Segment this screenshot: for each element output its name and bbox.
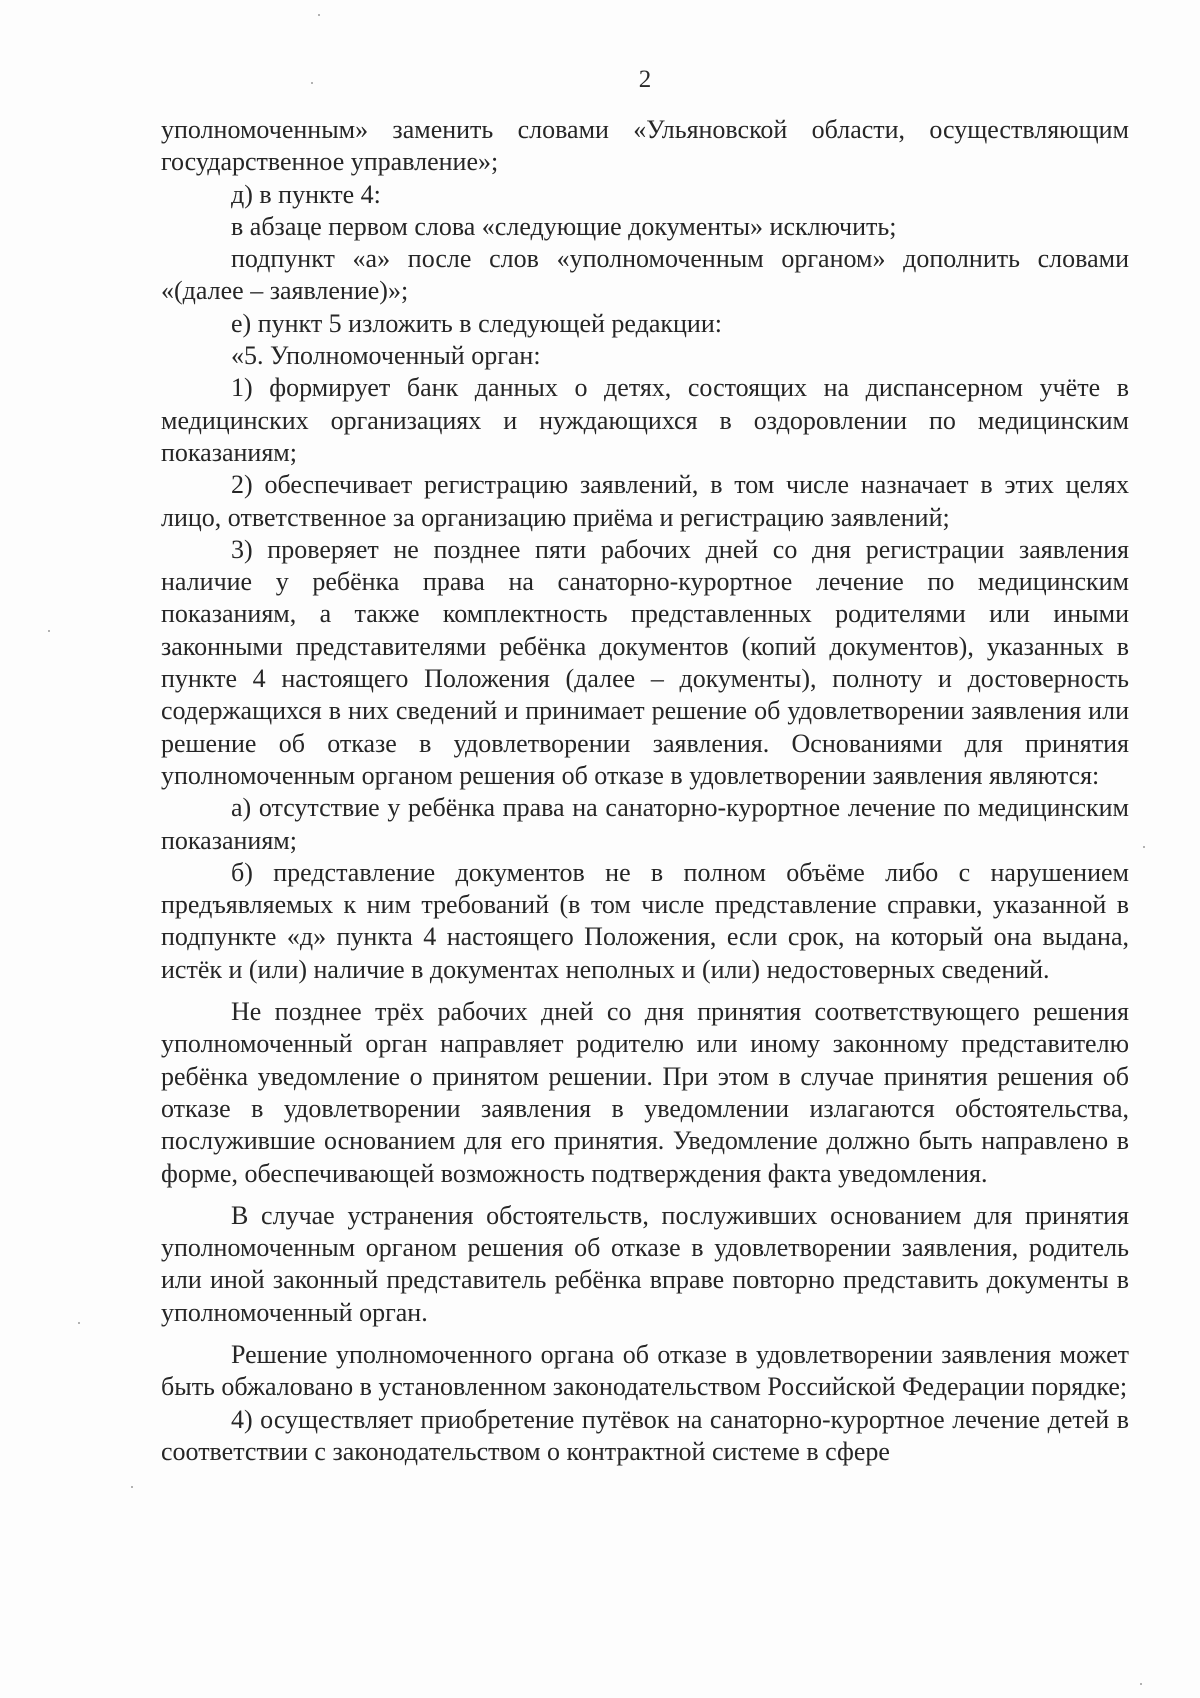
paragraph-point-5-heading: «5. Уполномоченный орган: <box>231 341 541 371</box>
paragraph-point-5-4: 4) осуществляет приобретение путёвок на санаторно-курортное лечение детей в соответствии с законодательством о контрактной системе в сфере <box>161 1404 1129 1466</box>
scan-speck <box>78 1322 80 1324</box>
paragraph-item-d: д) в пункте 4: <box>231 179 381 209</box>
document-body <box>161 114 1129 1468</box>
paragraph-ground-b: б) представление документов не в полном объёме либо с нарушением предъявляемых к ним требований (в том числе представление справки, указанной в подпункте «д» пункта 4 настоящего Положения, если срок, на который она выдана, истёк и (или) наличие в документах неполных и (или) недостоверных сведений. <box>161 857 1129 984</box>
paragraph-ground-a: а) отсутствие у ребёнка права на санаторно-курортное лечение по медицинским показаниям; <box>161 793 1129 855</box>
scan-speck <box>48 630 50 632</box>
paragraph-resubmission: В случае устранения обстоятельств, послуживших основанием для принятия уполномоченным органом решения об отказе в удовлетворении заявления, родитель или иной законный представитель ребёнка вправе повторно представить документы в уполномоченный орган. <box>161 1200 1129 1327</box>
scan-speck <box>1140 1683 1142 1685</box>
scan-speck <box>318 14 320 16</box>
scan-speck <box>311 82 313 84</box>
paragraph-appeal: Решение уполномоченного органа об отказе в удовлетворении заявления может быть обжаловано в установленном законодательством Российской Федерации порядке; <box>161 1339 1129 1402</box>
scan-speck <box>131 1486 133 1488</box>
paragraph-continuation: уполномоченным» заменить словами «Ульяновской области, осуществляющим государственное управление»; <box>161 115 1129 177</box>
paragraph-subitem-a: подпункт «а» после слов «уполномоченным органом» дополнить словами «(далее – заявление)»; <box>161 244 1129 306</box>
scan-speck <box>1143 846 1145 848</box>
paragraph-point-5-3: 3) проверяет не позднее пяти рабочих дней со дня регистрации заявления наличие у ребёнка права на санаторно-курортное лечение по медицинским показаниям, а также комплектность представленных родителями или иными законными представителями ребёнка документов (копий документов), указанных в пункте 4 настоящего Положения (далее – документы), полноту и достоверность содержащихся в них сведений и принимает решение об удовлетворении заявления или решение об отказе в удовлетворении заявления. Основаниями для принятия уполномоченным органом решения об отказе в удовлетворении заявления являются: <box>161 534 1129 790</box>
paragraph-point-5-2: 2) обеспечивает регистрацию заявлений, в том числе назначает в этих целях лицо, ответственное за организацию приёма и регистрацию заявлений; <box>161 470 1129 532</box>
paragraph-first-abzats: в абзаце первом слова «следующие документы» исключить; <box>231 211 897 241</box>
page-number: 2 <box>638 66 652 93</box>
paragraph-notification: Не позднее трёх рабочих дней со дня принятия соответствующего решения уполномоченный орган направляет родителю или иному законному представителю ребёнка уведомление о принятом решении. При этом в случае принятия решения об отказе в удовлетворении заявления в уведомлении излагаются обстоятельства, послужившие основанием для его принятия. Уведомление должно быть направлено в форме, обеспечивающей возможность подтверждения факта уведомления. <box>161 997 1129 1188</box>
paragraph-item-e: е) пункт 5 изложить в следующей редакции: <box>231 308 722 338</box>
paragraph-point-5-1: 1) формирует банк данных о детях, состоящих на диспансерном учёте в медицинских организациях и нуждающихся в оздоровлении по медицинским показаниям; <box>161 373 1129 467</box>
